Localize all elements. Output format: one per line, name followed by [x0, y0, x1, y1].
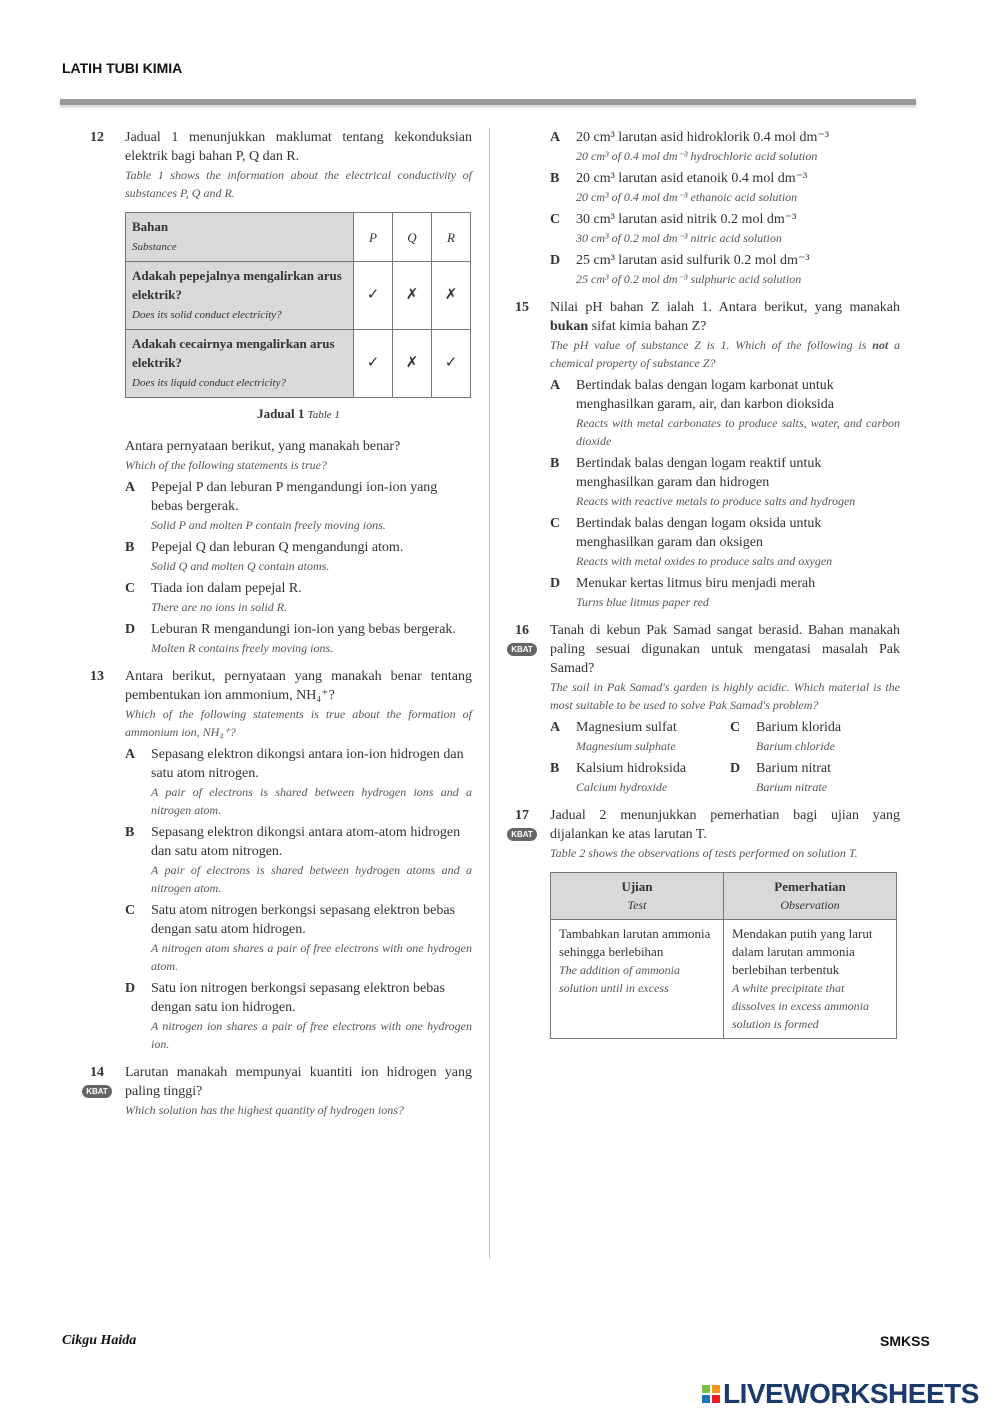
option-b[interactable]: [550, 759, 720, 796]
question-17: [511, 806, 900, 1039]
cell-observation-ms: Mendakan putih yang larut dalam larutan ammonia berlebihan terbentuk: [732, 926, 873, 977]
row-solid-label: [126, 262, 354, 330]
option-d[interactable]: [550, 251, 900, 288]
option-d[interactable]: [125, 620, 472, 657]
question-16: [511, 621, 900, 796]
row-solid-ms: Adakah pepejalnya mengalirkan arus elektrik?: [132, 268, 342, 302]
left-column: [86, 128, 472, 1129]
header-observation: [724, 873, 897, 920]
option-text-ms: Leburan R mengandungi ion-ion yang bebas bergerak.: [151, 622, 456, 637]
option-letter: A: [125, 480, 136, 495]
option-letter: D: [730, 761, 741, 776]
kbat-badge: KBAT: [507, 643, 537, 656]
table-1: [125, 212, 471, 398]
option-letter: A: [550, 378, 561, 393]
question-text-en: Table 2 shows the observations of tests performed on solution T.: [550, 846, 858, 860]
logo-square-orange: [712, 1385, 720, 1393]
footer-school: SMKSS: [880, 1333, 930, 1349]
option-letter: B: [550, 761, 560, 776]
question-text-ms: Tanah di kebun Pak Samad sangat berasid. Bahan manakah paling sesuai digunakan untuk mengatasi masalah Pak Samad?: [550, 623, 900, 676]
option-letter: B: [550, 171, 560, 186]
option-text-ms: Satu atom nitrogen berkongsi sepasang elektron bebas dengan satu atom hidrogen.: [151, 903, 456, 937]
footer-author: Cikgu Haida: [62, 1333, 137, 1348]
option-text-en: A nitrogen atom shares a pair of free electrons with one hydrogen atom.: [151, 941, 472, 973]
brand-name: LIVEWORKSHEETS: [723, 1378, 979, 1409]
option-text-ms: Pepejal Q dan leburan Q mengandungi atom.: [151, 540, 404, 555]
table-1-caption: [125, 404, 472, 425]
option-text-en: 30 cm³ of 0.2 mol dm⁻³ nitric acid solution: [576, 231, 782, 245]
kbat-badge: KBAT: [507, 828, 537, 841]
option-text-en: Turns blue litmus paper red: [576, 595, 709, 609]
option-c[interactable]: [125, 901, 472, 975]
cell-test-ms: Tambahkan larutan ammonia sehingga berlebihan: [559, 926, 711, 959]
option-b[interactable]: [550, 169, 900, 206]
text-part: The pH value of substance Z is 1. Which of the following is: [550, 338, 873, 352]
option-a[interactable]: [125, 478, 472, 534]
option-letter: D: [125, 981, 136, 996]
option-a[interactable]: [550, 718, 720, 755]
option-text-en: Reacts with metal oxides to produce salts and oxygen: [576, 554, 833, 568]
logo-square-green: [702, 1385, 710, 1393]
table-header-ms: Bahan: [132, 219, 169, 234]
solid-q-mark: ✗: [393, 262, 432, 330]
cell-test: [551, 920, 724, 1039]
header-test-ms: Ujian: [621, 879, 653, 894]
option-d[interactable]: [730, 759, 900, 796]
option-letter: D: [550, 253, 561, 268]
option-letter: D: [550, 576, 561, 591]
solid-r-mark: ✗: [432, 262, 471, 330]
question-text-ms: Larutan manakah mempunyai kuantiti ion hidrogen yang paling tinggi?: [125, 1065, 472, 1099]
option-text-ms: Tiada ion dalam pepejal R.: [151, 581, 302, 596]
question-text-ms: Antara berikut, pernyataan yang manakah benar tentang pembentukan ion ammonium, NH₄⁺?: [125, 669, 472, 703]
stem-en: Which of the following statements is true?: [125, 458, 327, 472]
question-14-options: [515, 128, 900, 288]
option-text-en: Solid Q and molten Q contain atoms.: [151, 559, 330, 573]
question-15: [515, 298, 900, 611]
option-text-en: A pair of electrons is shared between hydrogen ions and a nitrogen atom.: [151, 785, 472, 817]
option-text-ms: Menukar kertas litmus biru menjadi merah: [576, 576, 816, 591]
question-13: [90, 667, 472, 1053]
table-header-en: Substance: [132, 241, 177, 253]
cell-observation: [724, 920, 897, 1039]
option-text-en: 20 cm³ of 0.4 mol dm⁻³ ethanoic acid solution: [576, 190, 798, 204]
col-r: R: [432, 213, 471, 262]
option-letter: C: [550, 516, 561, 531]
question-12: [90, 128, 472, 657]
option-c[interactable]: [125, 579, 472, 616]
option-text-en: Magnesium sulphate: [576, 739, 676, 753]
header-test: [551, 873, 724, 920]
table-2: [550, 872, 897, 1039]
liveworksheets-logo[interactable]: [702, 1378, 979, 1410]
option-letter: D: [125, 622, 136, 637]
question-number: 12: [90, 130, 104, 145]
option-text-en: A nitrogen ion shares a pair of free electrons with one hydrogen ion.: [151, 1019, 472, 1051]
option-a[interactable]: [550, 376, 900, 450]
row-liquid-label: [126, 330, 354, 398]
option-text-ms: Satu ion nitrogen berkongsi sepasang elektron bebas dengan satu ion hidrogen.: [151, 981, 445, 1015]
question-text-ms: Jadual 2 menunjukkan pemerhatian bagi ujian yang dijalankan ke atas larutan T.: [550, 808, 900, 842]
option-text-ms: Bertindak balas dengan logam karbonat untuk menghasilkan garam, air, dan karbon dioksida: [576, 378, 834, 412]
header-observation-en: Observation: [780, 898, 840, 912]
option-text-ms: Bertindak balas dengan logam oksida untuk menghasilkan garam dan oksigen: [576, 516, 822, 550]
question-number: 15: [515, 300, 529, 315]
option-b[interactable]: [125, 538, 472, 575]
option-b[interactable]: [550, 454, 900, 510]
column-divider: [489, 128, 490, 1258]
option-d[interactable]: [550, 574, 900, 611]
option-text-en: Barium nitrate: [756, 780, 827, 794]
caption-en: Table 1: [307, 409, 340, 421]
question-number: 14: [90, 1065, 104, 1080]
header-title: LATIH TUBI KIMIA: [62, 60, 183, 76]
row-solid-en: Does its solid conduct electricity?: [132, 309, 282, 321]
option-text-en: A pair of electrons is shared between hydrogen atoms and a nitrogen atom.: [151, 863, 472, 895]
cell-observation-en: A white precipitate that dissolves in excess ammonia solution is formed: [732, 981, 869, 1031]
text-part: a chemical property of substance Z?: [550, 338, 901, 370]
liquid-r-mark: ✓: [432, 330, 471, 398]
option-text-ms: 20 cm³ larutan asid etanoik 0.4 mol dm⁻³: [576, 171, 808, 186]
logo-square-red: [712, 1395, 720, 1403]
question-number: 17: [515, 808, 529, 823]
liquid-p-mark: ✓: [354, 330, 393, 398]
question-text-en: Table 1 shows the information about the electrical conductivity of substances P, Q and R.: [125, 168, 472, 200]
option-letter: B: [125, 825, 135, 840]
option-text-ms: Sepasang elektron dikongsi antara atom-atom hidrogen dan satu atom nitrogen.: [151, 825, 461, 859]
option-text-ms: Magnesium sulfat: [576, 720, 677, 735]
option-text-ms: Barium nitrat: [756, 761, 832, 776]
option-letter: B: [125, 540, 135, 555]
logo-square-blue: [702, 1395, 710, 1403]
option-letter: C: [125, 581, 136, 596]
options-grid: [550, 718, 900, 796]
option-text-en: Reacts with reactive metals to produce salts and hydrogen: [576, 494, 856, 508]
header-test-en: Test: [627, 898, 647, 912]
option-text-en: Calcium hydroxide: [576, 780, 668, 794]
option-letter: C: [125, 903, 136, 918]
option-text-ms: 20 cm³ larutan asid hidroklorik 0.4 mol dm⁻³: [576, 130, 829, 145]
option-letter: B: [550, 456, 560, 471]
option-text-ms: 25 cm³ larutan asid sulfurik 0.2 mol dm⁻³: [576, 253, 810, 268]
text-part: Nilai pH bahan Z ialah 1. Antara berikut, yang manakah: [550, 300, 900, 315]
logo-icon: [702, 1385, 720, 1403]
option-text-en: Barium chloride: [756, 739, 835, 753]
option-text-ms: Kalsium hidroksida: [576, 761, 687, 776]
text-part: sifat kimia bahan Z?: [588, 319, 707, 334]
row-liquid-en: Does its liquid conduct electricity?: [132, 377, 286, 389]
question-text-en: Which of the following statements is true about the formation of ammonium ion, NH₄⁺?: [125, 707, 472, 739]
solid-p-mark: ✓: [354, 262, 393, 330]
caption-ms: Jadual 1: [257, 406, 305, 421]
option-letter: C: [550, 212, 561, 227]
option-b[interactable]: [125, 823, 472, 897]
option-text-ms: Pepejal P dan leburan P mengandungi ion-ion yang bebas bergerak.: [151, 480, 438, 514]
header-observation-ms: Pemerhatian: [774, 879, 846, 894]
option-letter: A: [550, 130, 561, 145]
option-text-ms: Sepasang elektron dikongsi antara ion-ion hidrogen dan satu atom nitrogen.: [151, 747, 464, 781]
question-text-en: The soil in Pak Samad's garden is highly acidic. Which material is the most suitable to be used to solve Pak Samad's problem?: [550, 680, 900, 712]
table-header-cell: [126, 213, 354, 262]
option-c[interactable]: [550, 514, 900, 570]
option-letter: A: [550, 720, 561, 735]
option-letter: A: [125, 747, 136, 762]
question-text-en: Which solution has the highest quantity of hydrogen ions?: [125, 1103, 404, 1117]
row-liquid-ms: Adakah cecairnya mengalirkan arus elektrik?: [132, 336, 335, 370]
text-bold: not: [872, 338, 889, 352]
question-number: 16: [515, 623, 529, 638]
kbat-badge: KBAT: [82, 1085, 112, 1098]
option-text-en: 25 cm³ of 0.2 mol dm⁻³ sulphuric acid solution: [576, 272, 802, 286]
option-text-ms: Bertindak balas dengan logam reaktif untuk menghasilkan garam dan hidrogen: [576, 456, 822, 490]
cell-test-en: The addition of ammonia solution until in excess: [559, 963, 681, 995]
text-bold: bukan: [550, 319, 589, 334]
option-d[interactable]: [125, 979, 472, 1053]
option-a[interactable]: [125, 745, 472, 819]
option-text-en: There are no ions in solid R.: [151, 600, 288, 614]
option-a[interactable]: [550, 128, 900, 165]
col-q: Q: [393, 213, 432, 262]
col-p: P: [354, 213, 393, 262]
question-text-ms: Jadual 1 menunjukkan maklumat tentang kekonduksian elektrik bagi bahan P, Q dan R.: [125, 130, 472, 164]
right-column: [511, 128, 901, 1049]
option-text-en: Solid P and molten P contain freely moving ions.: [151, 518, 386, 532]
question-text-en: [550, 336, 900, 372]
question-14: [86, 1063, 472, 1119]
option-c[interactable]: [730, 718, 900, 755]
header-divider: [60, 99, 916, 105]
option-text-en: 20 cm³ of 0.4 mol dm⁻³ hydrochloric acid solution: [576, 149, 818, 163]
question-number: 13: [90, 669, 104, 684]
option-text-en: Reacts with metal carbonates to produce salts, water, and carbon dioxide: [576, 416, 900, 448]
question-text-ms: [550, 298, 900, 336]
liquid-q-mark: ✗: [393, 330, 432, 398]
option-letter: C: [730, 720, 741, 735]
option-text-ms: Barium klorida: [756, 720, 842, 735]
option-text-ms: 30 cm³ larutan asid nitrik 0.2 mol dm⁻³: [576, 212, 797, 227]
option-text-en: Molten R contains freely moving ions.: [151, 641, 334, 655]
option-c[interactable]: [550, 210, 900, 247]
stem-ms: Antara pernyataan berikut, yang manakah benar?: [125, 439, 401, 454]
